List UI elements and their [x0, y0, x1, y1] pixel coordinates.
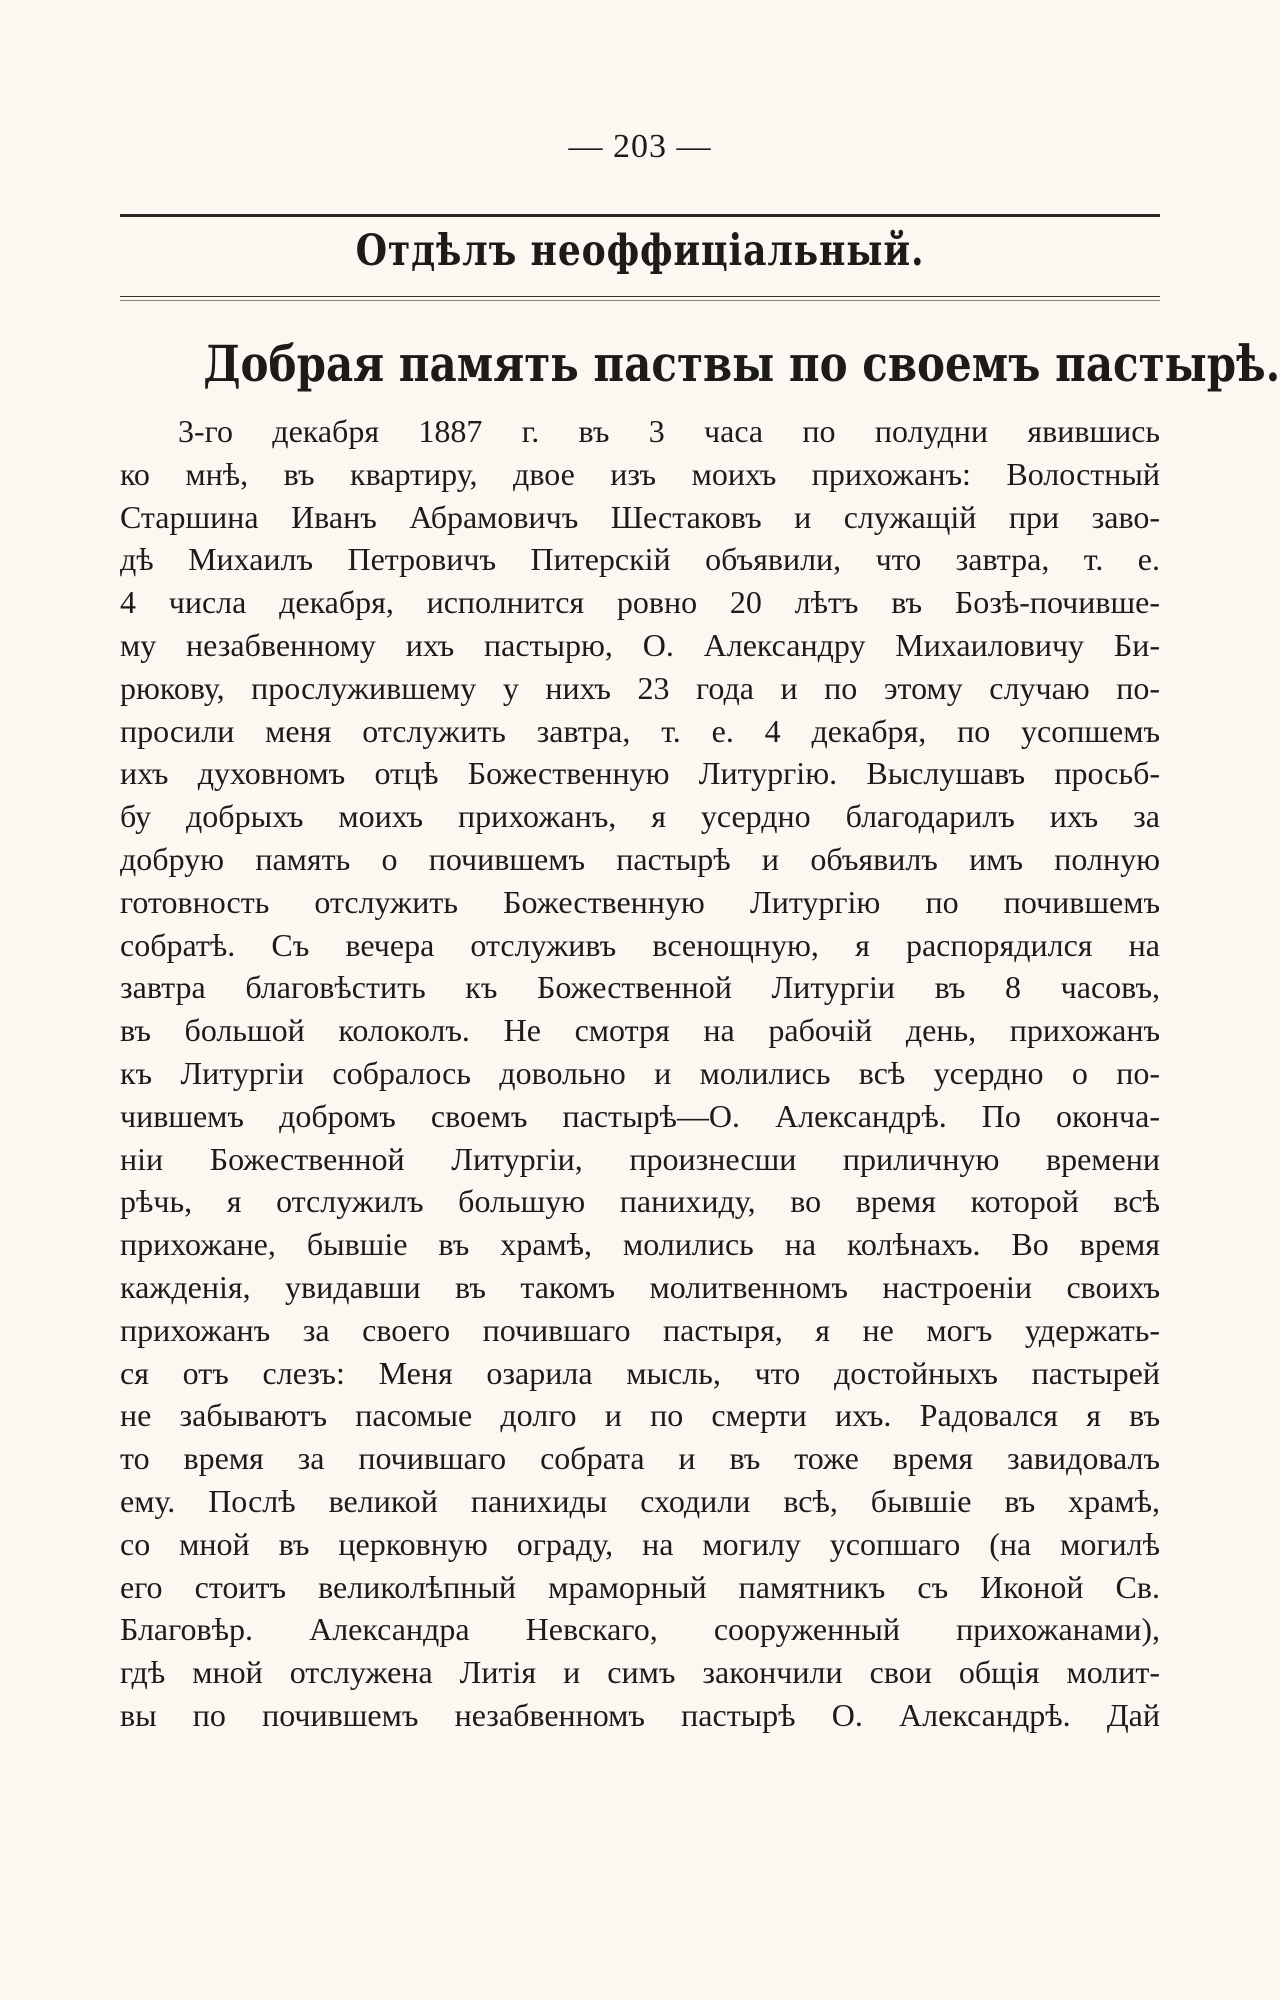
text-line: не забываютъ пасомые долго и по смерти ихъ. Радовался я въ: [120, 1397, 1160, 1434]
text-line: готовность отслужить Божественную Литургію по почившемъ: [120, 883, 1160, 920]
text-line: рюкову, прослужившему у нихъ 23 года и по этому случаю по-: [120, 669, 1160, 706]
text-line: гдѣ мной отслужена Литія и симъ закончили свои общія молит-: [120, 1654, 1160, 1691]
text-line: бу добрыхъ моихъ прихожанъ, я усердно благодарилъ ихъ за: [120, 798, 1160, 835]
section-rule: [120, 296, 1160, 297]
section-rule-thin: [120, 300, 1160, 301]
article-body: [120, 410, 1160, 1737]
text-line: его стоитъ великолѣпный мраморный памятникъ съ Иконой Св.: [120, 1568, 1160, 1605]
text-line: завтра благовѣстить къ Божественной Литургіи въ 8 часовъ,: [120, 969, 1160, 1006]
text-line: въ большой колоколъ. Не смотря на рабочій день, прихожанъ: [120, 1012, 1160, 1049]
text-line: со мной въ церковную ограду, на могилу усопшаго (на могилѣ: [120, 1525, 1160, 1562]
text-line: къ Литургіи собралось довольно и молились всѣ усердно о по-: [120, 1054, 1160, 1091]
document-page: [120, 0, 1280, 2000]
article-title: Добрая память паствы по своемъ пастырѣ.: [203, 334, 1280, 393]
text-line: просили меня отслужить завтра, т. е. 4 декабря, по усопшемъ: [120, 712, 1160, 749]
page-number: — 203 —: [568, 128, 712, 165]
text-line: ему. Послѣ великой панихиды сходили всѣ, бывшіе въ храмѣ,: [120, 1482, 1160, 1519]
text-line: добрую память о почившемъ пастырѣ и объявилъ имъ полную: [120, 840, 1160, 877]
text-line: кажденія, увидавши въ такомъ молитвенномъ настроеніи своихъ: [120, 1268, 1160, 1305]
section-title: Отдѣлъ неоффиціальный.: [355, 226, 925, 276]
text-line: ко мнѣ, въ квартиру, двое изъ моихъ прихожанъ: Волостный: [120, 455, 1160, 492]
text-line: му незабвенному ихъ пастырю, О. Александру Михаиловичу Би-: [120, 626, 1160, 663]
text-line: вы по почившемъ незабвенномъ пастырѣ О. Александрѣ. Дай: [120, 1696, 1160, 1733]
text-line: 4 числа декабря, исполнится ровно 20 лѣтъ въ Бозѣ-почивше-: [120, 584, 1160, 621]
text-line: рѣчь, я отслужилъ большую панихиду, во время которой всѣ: [120, 1183, 1160, 1220]
text-line: дѣ Михаилъ Петровичъ Питерскій объявили, что завтра, т. е.: [120, 541, 1160, 578]
text-line: чившемъ добромъ своемъ пастырѣ—О. Александрѣ. По оконча-: [120, 1097, 1160, 1134]
text-line: прихожанъ за своего почившаго пастыря, я не могъ удержать-: [120, 1311, 1160, 1348]
text-line: собратѣ. Съ вечера отслуживъ всенощную, я распорядился на: [120, 926, 1160, 963]
text-line: Благовѣр. Александра Невскаго, сооруженный прихожанами),: [120, 1611, 1160, 1648]
text-line: ихъ духовномъ отцѣ Божественную Литургію. Выслушавъ просьб-: [120, 755, 1160, 792]
top-rule: [120, 214, 1160, 217]
text-line: ся отъ слезъ: Меня озарила мысль, что достойныхъ пастырей: [120, 1354, 1160, 1391]
text-line: 3-го декабря 1887 г. въ 3 часа по полудни явившись: [178, 413, 1160, 449]
text-line: прихожане, бывшіе въ храмѣ, молились на колѣнахъ. Во время: [120, 1226, 1160, 1263]
text-line: Старшина Иванъ Абрамовичъ Шестаковъ и служащій при заво-: [120, 498, 1160, 535]
text-line: ніи Божественной Литургіи, произнесши приличную времени: [120, 1140, 1160, 1177]
text-line: то время за почившаго собрата и въ тоже время завидовалъ: [120, 1440, 1160, 1477]
